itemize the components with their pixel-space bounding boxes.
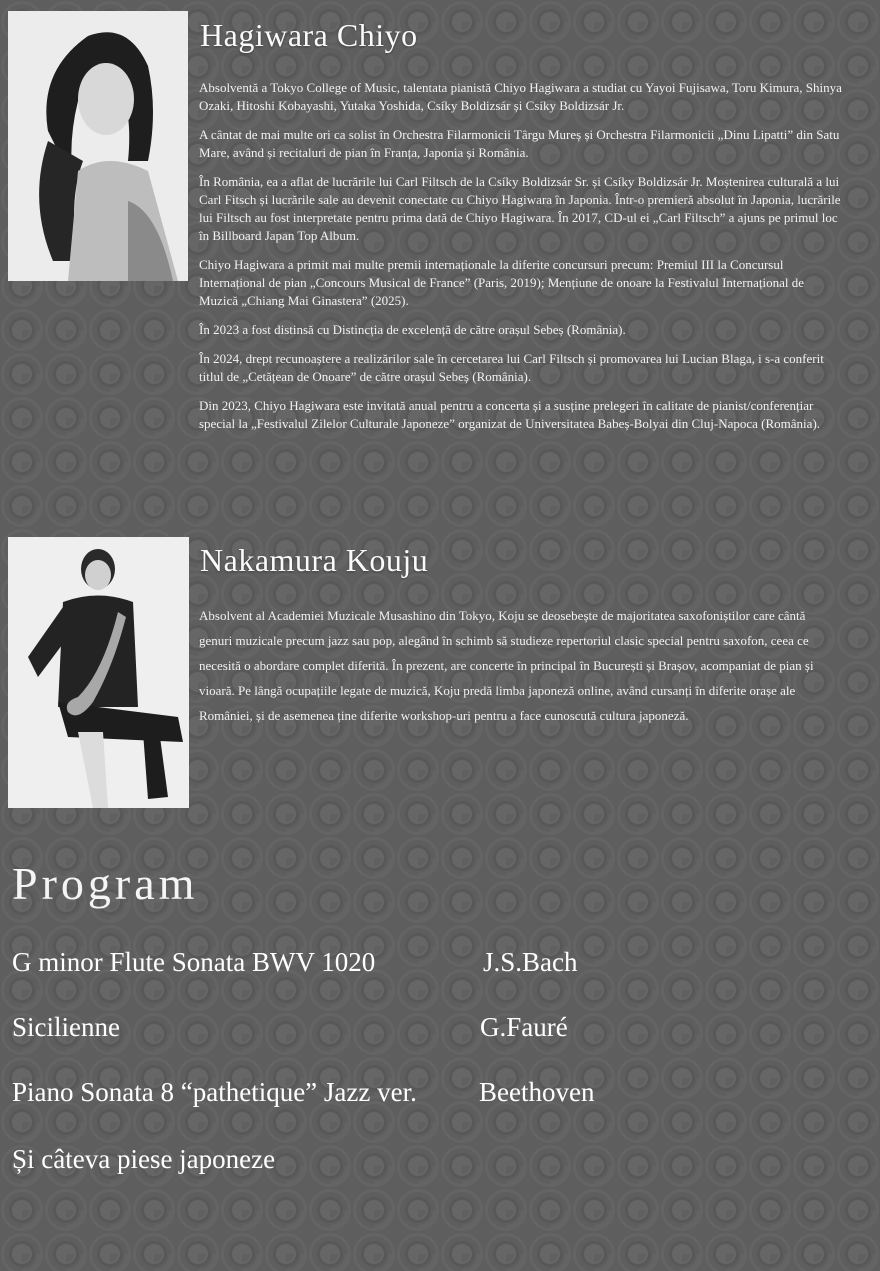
- bio-paragraph: A cântat de mai multe ori ca solist în Orchestra Filarmonicii Târgu Mureș și Orchestra Filarmonicii „Dinu Lipatti” din Satu Mare, având și recitaluri de pian în Franța, Japonia și România.: [199, 127, 840, 160]
- bio-paragraph: În 2024, drept recunoaștere a realizărilor sale în cercetarea lui Carl Filtsch și promovarea lui Lucian Blaga, i s-a conferit titlul de „Cetățean de Onoare” de către orașul Sebeș (România).: [199, 351, 824, 384]
- program-composer: Beethoven: [479, 1077, 595, 1107]
- performer-name: Nakamura Kouju: [200, 542, 429, 578]
- performer-bio: [199, 603, 829, 739]
- program-composer: G.Fauré: [480, 1012, 568, 1042]
- bio-paragraph: În 2023 a fost distinsă cu Distincția de excelență de către orașul Sebeș (România).: [199, 322, 626, 337]
- bio-paragraph: În România, ea a aflat de lucrările lui Carl Filtsch de la Csíky Boldizsár Sr. și Csíky Boldizsár Jr. Moștenirea culturală a lui Carl Fitsch și lucrările sale au devenit conectate cu Chiyo Hagiwara în Japonia. Într-o premieră absolut în Japonia, lucrările lui Filtsch au fost interpretate pentru prima dată de Chiyo Hagiwara. În 2017, CD-ul ei „Carl Filtsch” a ajuns pe primul loc în Billboard Japan Top Album.: [199, 174, 841, 243]
- program-piece: Sicilienne: [12, 1012, 120, 1042]
- bio-paragraph: Absolvent al Academiei Muzicale Musashino din Tokyo, Koju se deosebește de majoritatea saxofoniștilor care cântă genuri muzicale precum jazz sau pop, alegând în schimb să studieze repertoriul clasic special pentru saxofon, ceea ce necesită o abordare complet diferită. În prezent, are concerte în principal în București și Brașov, acompaniat de pian și vioară. Pe lângă ocupațiile legate de muzică, Koju predă limba japoneză online, având cursanți în diferite orașe ale României, și de asemenea ține diferite workshop-uri pentru a face cunoscută cultura japoneză.: [199, 608, 814, 723]
- performer-bio: [199, 79, 842, 444]
- program-title: Program: [12, 858, 199, 909]
- photo-hagiwara-chiyo: [8, 11, 188, 281]
- program-composer: J.S.Bach: [483, 947, 578, 977]
- performer-name: Hagiwara Chiyo: [200, 17, 418, 53]
- program-piece: G minor Flute Sonata BWV 1020: [12, 947, 376, 977]
- bio-paragraph: Chiyo Hagiwara a primit mai multe premii internaționale la diferite concursuri precum: Premiul III la Concursul Internațional de pian „Concours Musical de France” (Paris, 2019); Mențiune de onoare la Festivalul Internațional de Muzică „Chiang Mai Ginastera” (2025).: [199, 257, 805, 308]
- program-piece: Și câteva piese japoneze: [12, 1144, 276, 1174]
- photo-nakamura-kouju: [8, 537, 189, 808]
- program-piece: Piano Sonata 8 “pathetique” Jazz ver.: [12, 1077, 417, 1107]
- bio-paragraph: Absolventă a Tokyo College of Music, talentata pianistă Chiyo Hagiwara a studiat cu Yayoi Fujisawa, Toru Kimura, Shinya Ozaki, Hitoshi Kobayashi, Yutaka Yoshida, Csíky Boldizsár și Csíky Boldizsár Jr.: [199, 80, 842, 113]
- bio-paragraph: Din 2023, Chiyo Hagiwara este invitată anual pentru a concerta și a susține prelegeri în calitate de pianist/conferențiar special la „Festivalul Zilelor Culturale Japoneze” organizat de Universitatea Babeș-Bolyai din Cluj-Napoca (România).: [199, 398, 821, 431]
